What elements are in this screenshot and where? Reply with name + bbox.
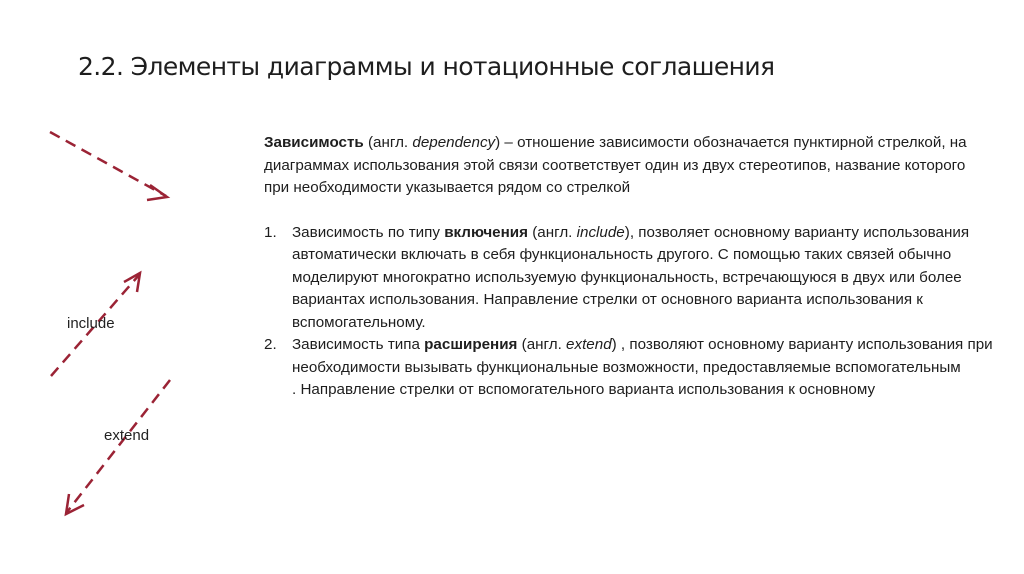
text-span: (англ. <box>363 134 413 151</box>
slide-title: 2.2. Элементы диаграммы и нотационные соглашения <box>78 52 775 81</box>
dependency-term-en: dependency <box>412 134 496 151</box>
dependency-definition <box>264 132 994 200</box>
list-number: 1. <box>264 223 277 241</box>
text-span: ) , позволяют основному варианту использования при необходимости вызывать функциональные возможности, предоставляемые вспомогательным <box>292 336 993 376</box>
italic-term: include <box>576 223 625 241</box>
text-span: ), позволяет основному варианту использования автоматически включать в себя функциональность другого. С помощью таких связей обычно моделируют многократно используемую функциональность, встречающуюся в двух или более вариантах использования. Направление стрелки от основного варианта использования к вспомогательному. <box>292 223 970 331</box>
text-span: . Направление стрелки от вспомогательного варианта использования к основному <box>292 381 876 398</box>
italic-term: extend <box>566 336 612 353</box>
dependency-arrows-illustration <box>0 0 260 574</box>
list-item-include <box>264 222 994 335</box>
dependency-term: Зависимость <box>264 134 364 151</box>
dependency-types-list <box>264 222 994 402</box>
bold-term: расширения <box>424 336 518 353</box>
bold-term: включения <box>444 223 528 241</box>
text-span: (англ. <box>517 336 567 353</box>
dependency-arrow <box>50 132 167 200</box>
text-span: (англ. <box>528 223 577 241</box>
text-span: Зависимость по типу <box>292 223 445 241</box>
list-number: 2. <box>264 336 277 353</box>
text-span: Зависимость типа <box>292 336 425 353</box>
text-span: ) – отношение зависимости обозначается пунктирной стрелкой, на диаграммах использования этой связи соответствует один из двух стереотипов, название которого при необходимости указывается рядом со стрелкой <box>264 134 967 196</box>
list-item-extend <box>264 334 994 402</box>
include-label: include <box>67 315 115 332</box>
extend-label: extend <box>104 427 150 444</box>
extend-arrow <box>66 380 170 514</box>
slide-body <box>264 132 994 402</box>
